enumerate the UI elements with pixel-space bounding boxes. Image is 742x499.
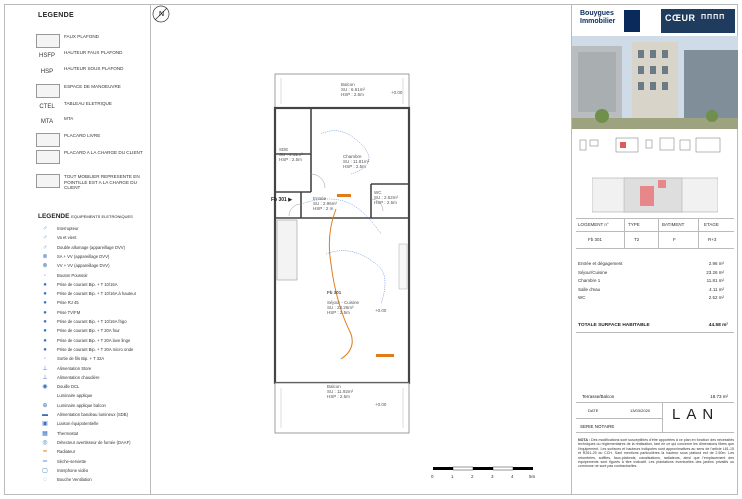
socket-microwave-icon: ● [43,346,47,353]
elec-legend-item [4,346,151,355]
legend-label: TABLEAU ELETRIQUE [64,101,112,106]
surface-value: 4.11 m² [709,286,724,292]
floor-plan [151,4,571,495]
socket-washer-icon: ● [43,337,47,344]
value-floor: R+3 [708,237,717,242]
elec-legend-label: VV + VV (appareillage DVV) [57,263,110,269]
sa-vv-icon: ⊗ [42,253,48,260]
tv-fm-icon: ● [43,309,47,316]
legend-item [4,150,151,172]
floor-plan-drawing [151,4,571,495]
balcony-light-icon: ⊕ [42,402,48,409]
surface-label: Entrée et dégagement [578,261,623,266]
elec-legend-item [4,448,151,457]
level-balcony-top: +0.00 [391,90,403,95]
elec-legend-label: SA + VV (appareillage DVV) [57,253,110,259]
svg-text:N: N [159,11,165,18]
legend-panel [4,4,151,495]
scale-bar [433,467,533,470]
scale-label-3: 3 [491,474,494,479]
legend-title: LEGENDE [38,12,74,19]
legend-label: PLACARD LIVRE [64,133,101,138]
room-label-bedroom: Chambre SU : 11.81m² HSP : 2.5m [343,154,370,169]
heating-pipe [329,209,352,359]
surface-label: WC [578,295,586,300]
elec-legend-item [4,355,151,364]
surface-row [578,295,728,300]
coeur-logo: CŒUR ΠΠΠΠ [661,9,735,33]
elec-legend-item [4,327,151,336]
socket-oven-icon: ● [43,328,47,335]
elec-legend-item [4,467,151,476]
total-surface-label: TOTALE SURFACE HABITABLE [578,323,650,328]
wall-light-icon [40,392,50,400]
elec-legend-item [4,253,151,262]
date-value: 13/03/2020 [630,408,651,413]
radiator-icon: ━ [43,449,47,456]
elec-legend-label: Douille DCL [57,384,80,390]
apartment-ref-in-plan: Fb 301 [327,290,342,295]
socket-fridge-icon: ● [43,319,47,325]
legend-label: TOUT MOBILIER REPRESENTE EN POINTILLE EST A LA CHARGE DU CLIENT [64,174,140,190]
blind-power-icon: ⊥ [42,365,48,372]
elec-legend-item [4,281,151,290]
kitchen-counter [277,220,297,280]
elec-legend-label: Interrupteur [57,226,79,231]
surface-value: 11.81 m² [706,278,724,283]
elec-legend-item [4,476,151,485]
elec-legend-item [4,439,151,448]
elec-legend-label: Détecteur avertisseur de fumée (DAAF) [57,439,131,445]
legend-label: FAUX PLAFOND [64,34,99,39]
elec-legend-item [4,309,151,318]
north-arrow-icon [151,4,171,24]
date-label: DATE [588,408,599,413]
elec-legend-label: Prise TV/FM [57,309,81,315]
legend-symbol [36,34,60,48]
room-label-entry: Entrée SU : 2.96m² HSP : 2 m [313,196,338,211]
surface-row [578,287,728,292]
header-apartment-number: LOGEMENT n° [578,222,609,227]
elec-legend-label: Prise de courant Bip. + T 20A micro onde [57,346,134,352]
surface-row [578,261,728,266]
ventilation-icon: ◌ [43,477,47,484]
legend-symbol [36,84,60,98]
rj45-icon: ● [43,300,47,307]
elec-legend-label: Prise de courant Bip. + T 20A four [57,328,120,334]
value-apartment-number: Fb 301 [588,237,603,242]
surface-label: Séjour/Cuisine [578,269,608,275]
elec-legend-label: Va et vient [57,235,77,241]
radiator-living [376,354,394,357]
elec-legend-item [4,392,151,401]
room-label-sde: SDE SU : 4.11m² HSP : 2.5m [279,147,303,162]
legend-symbol: MTA [40,119,54,125]
elec-legend-item [4,420,151,429]
vv-vv-icon: ⊗ [42,263,48,270]
elec-legend-label: Interphone vidéo [57,467,89,473]
elec-legend-label: Radiateur [57,449,76,455]
two-way-switch-icon: ♂ [42,235,48,242]
value-building: F [673,237,676,242]
elec-legend-label: Luminaire applique balcon [57,402,106,408]
legend-symbol [36,133,60,147]
room-label-living: Séjour - Cuisine SU : 23.26m² HSP : 2.5m [327,300,360,315]
elec-legend-item [4,337,151,346]
legend-label: HAUTEUR SOUS PLAFOND [64,66,124,71]
elec-legend-item [4,411,151,420]
title-block [571,4,738,495]
elec-legend-item [4,402,151,411]
scale-label-1: 1 [451,474,454,479]
bouygues-logo-mark-icon [624,10,640,32]
key-plan-drawing [576,134,734,174]
elec-legend-label: Luminaire applique [57,393,93,399]
double-switch-icon: ♂ [42,244,48,251]
total-surface-value: 44.58 m² [708,323,728,328]
elec-legend-item [4,374,151,383]
smoke-detector-icon: ◎ [42,439,48,446]
elec-legend-title: LEGENDE EQUIPEMENTS ELETRONIQUES [38,213,133,220]
wire-outlet-icon: ◦ [43,356,47,363]
room-label-balcony-top: Balcon SU : 6.61m² HSP : 2.5m [341,82,366,97]
elec-legend-label: Prise de courant Bip. + T 10/16A [57,281,118,287]
legend-symbol: CTEL [39,104,55,110]
elec-legend-label: Liaison équipotentielle [57,421,99,427]
legal-note: NOTA : Des modifications sont susceptibles d'être apportées à ce plan en fonction des nécessités techniques ou réglementaires de la réalisation, tant en ce qui concerne les dimensions libres que l'équipement. Les surfaces et hauteurs indiquées sont approximatives au sens de l'article L61-15 et R261-25 du CCH. Sauf mentions particulières la hauteur sous plafond est de 2.50m. Les retombées, soffites, faux-plafonds, canalisations, radiateurs, ainsi que l'emplacement des équipements sont figurés à titre indicatif. Les plantations éventuelles des jardins privatifs ou communs ne sont pas contractuelles. [578,438,734,469]
towel-dryer-icon: ═ [42,458,48,465]
elec-legend-label: Double allumage (appareillage DVV) [57,244,125,250]
equipotential-icon: ▣ [42,421,48,428]
elec-legend-item [4,225,151,234]
room-label-balcony-bottom: Balcon SU : 11.92m² HSP : 2.5m [327,384,354,399]
header-floor: ETAGE [704,222,719,227]
elec-legend-item [4,318,151,327]
elec-legend-item [4,430,151,439]
elec-legend-item [4,458,151,467]
apartment-entry-marker: Fb 301 ▶ [271,197,293,203]
elec-legend-label: Alimentation bandeau lumineux (SDB) [57,412,128,417]
elec-legend-label: Prise de courant Bip. + T 20A lave linge [57,337,131,343]
bouygues-logo: Bouygues Immobilier [580,10,615,26]
surface-row [578,278,728,283]
socket-icon: ● [43,281,47,288]
series-label: SERIE NOTAIRE [580,424,615,429]
elec-legend-label: Bouche Ventilation [57,477,92,483]
scale-label-5: 5m [529,474,536,479]
surface-label: Chambre 1 [578,278,601,283]
surface-row [578,270,728,275]
radiator-bedroom [337,194,351,197]
scale-label-4: 4 [511,474,514,479]
elec-legend-label: Alimentation chaudière [57,374,100,380]
elec-legend-label: Sortie de fils Bip. + T 32A [57,356,105,362]
elec-legend-label: Alimentation Store [57,365,92,371]
terrace-label: Terrasse/Balcon [582,394,615,399]
legend-symbol [36,150,60,164]
elec-legend-item [4,262,151,271]
surface-label: Salle d'eau [578,286,601,292]
scale-label-0: 0 [431,474,434,479]
socket-high-icon: ● [43,291,47,298]
terrace-value: 18.73 m² [710,394,728,399]
legend-label: PLACARD A LA CHARGE DU CLIENT [64,150,143,155]
elec-legend-item [4,383,151,392]
switch-icon: ♂ [42,226,48,232]
surface-value: 2.96 m² [708,261,724,266]
surface-value: 23.26 m² [706,269,724,275]
dcl-socket-icon: ◉ [42,384,48,391]
elec-legend-item [4,272,151,281]
plan-title: LAN [672,406,720,423]
header-building: BATIMENT [662,222,685,227]
video-intercom-icon: ▢ [42,467,48,474]
elec-legend-item [4,244,151,253]
value-type: T2 [634,237,640,242]
elec-legend-item [4,365,151,374]
elec-legend-label: Sèche-serviette [57,458,87,464]
elec-legend-item [4,299,151,308]
legend-label: HAUTEUR FAUX PLAFOND [64,50,123,55]
level-living: +0.00 [375,308,387,313]
level-balcony-bottom: +0.00 [375,402,387,407]
legend-label: ESPACE DE MANOEUVRE [64,84,121,89]
elec-legend-label: Bouton Poussoir [57,272,88,278]
surface-value: 2.52 m² [708,295,724,300]
header-type: TYPE [628,222,640,227]
elec-legend-item [4,290,151,299]
elec-legend-label: Prise RJ 45 [57,300,79,306]
bathroom-light-icon: ▬ [42,412,48,418]
legend-symbol: HSP [40,69,54,75]
legend-symbol: HSFP [38,53,55,59]
thermostat-icon: ▦ [42,430,48,437]
elec-legend-item [4,234,151,243]
building-render-image [572,36,738,129]
legend-symbol [36,174,60,188]
legend-label: MTA [64,116,74,121]
window-right [399,244,407,289]
boiler-power-icon: ⊥ [42,374,48,381]
room-label-wc: WC SU : 2.52m² HSP : 2.5m [374,190,399,205]
push-button-icon: ◦ [43,272,47,279]
elec-legend-label: Prise de courant Bip. + T 10/16A à hauteur [57,291,137,297]
elec-legend-label: Prise de courant Bip. + T 10/16A frigo [57,319,127,324]
scale-label-2: 2 [471,474,474,479]
building-section-drawing [592,176,718,214]
legend-item [4,174,151,196]
elec-legend-label: Thermostat [57,430,79,436]
